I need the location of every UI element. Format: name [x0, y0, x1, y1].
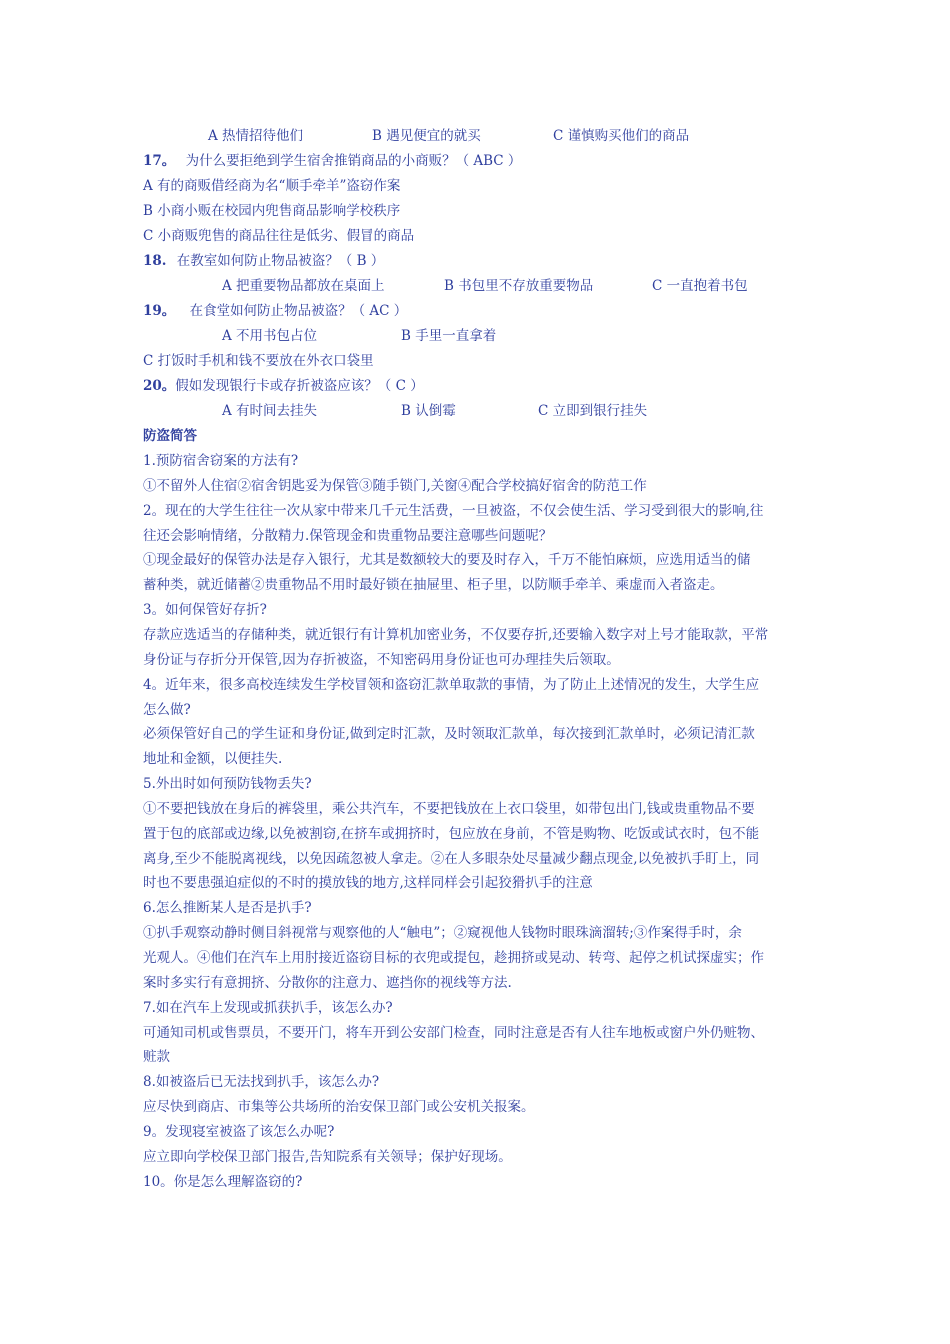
q20-option-a: A 有时间去挂失	[222, 403, 318, 419]
answer-6-text-line-3: 案时多实行有意拥挤、分散你的注意力、遮挡你的视线等方法.	[143, 975, 512, 991]
q18-question: 在教室如何防止物品被盗？（ B ）	[176, 253, 385, 269]
q17-number: 17。	[143, 153, 176, 169]
answer-6-question: 6.怎么推断某人是否是扒手?	[143, 900, 312, 916]
q19-option-c: C 打饭时手机和钱不要放在外衣口袋里	[143, 353, 374, 369]
q19-option-a: A 不用书包占位	[222, 328, 318, 344]
answer-6-text-line-2: 光观人。④他们在汽车上用肘接近盗窃目标的衣兜或提包，趁拥挤或晃动、转弯、起停之机试探虚实；作	[143, 950, 764, 966]
answer-1-question: 1.预防宿舍窃案的方法有?	[143, 453, 299, 469]
q16-option-c: C 谨慎购买他们的商品	[553, 128, 690, 144]
answer-5-question: 5.外出时如何预防钱物丢失?	[143, 776, 312, 792]
q19-question-line	[143, 301, 407, 321]
answer-4-question-line-1: 4。近年来，很多高校连续发生学校冒领和盗窃汇款单取款的事情，为了防止上述情况的发生，大学生应	[143, 677, 760, 693]
q20-option-c: C 立即到银行挂失	[538, 403, 648, 419]
section-title: 防盗简答	[143, 428, 197, 444]
q18-option-b: B 书包里不存放重要物品	[444, 278, 594, 294]
q18-option-a: A 把重要物品都放在桌面上	[222, 278, 385, 294]
q17-option-c: C 小商贩兜售的商品往往是低劣、假冒的商品	[143, 228, 415, 244]
answer-1-text-line-1: ①不留外人住宿②宿舍钥匙妥为保管③随手锁门,关窗④配合学校搞好宿舍的防范工作	[143, 478, 647, 494]
q17-question: 为什么要拒绝到学生宿舍推销商品的小商贩？（ ABC ）	[185, 153, 522, 169]
answer-5-text-line-3: 离身,至少不能脱离视线，以免因疏忽被人拿走。②在人多眼杂处尽量减少翻点现金,以免被扒手盯上，同	[143, 851, 760, 867]
answer-6-text-line-1: ①扒手观察动静时侧目斜视常与观察他的人“触电”；②窥视他人钱物时眼珠滴溜转;③作案得手时，余	[143, 925, 742, 941]
q19-question: 在食堂如何防止物品被盗？（ AC ）	[189, 303, 408, 319]
answer-2-text-line-1: ①现金最好的保管办法是存入银行，尤其是数额较大的要及时存入，千万不能怕麻烦，应选用适当的储	[143, 552, 751, 568]
q17-option-a: A 有的商贩借经商为名“顺手牵羊”盗窃作案	[143, 178, 401, 194]
answer-3-text-line-2: 身份证与存折分开保管,因为存折被盗，不知密码用身份证也可办理挂失后领取。	[143, 652, 620, 668]
answer-5-text-line-2: 置于包的底部或边缘,以免被割窃,在挤车或拥挤时，包应放在身前，不管是购物、吃饭或试衣时，包不能	[143, 826, 760, 842]
answer-8-text-line-1: 应尽快到商店、市集等公共场所的治安保卫部门或公安机关报案。	[143, 1099, 535, 1115]
answer-9-question: 9。发现寝室被盗了该怎么办呢?	[143, 1124, 335, 1140]
answer-9-text-line-1: 应立即向学校保卫部门报告,告知院系有关领导；保护好现场。	[143, 1149, 512, 1165]
answer-4-text-line-1: 必须保管好自己的学生证和身份证,做到定时汇款，及时领取汇款单，每次接到汇款单时，必须记清汇款	[143, 726, 755, 742]
q17-question-line	[143, 151, 521, 171]
q17-option-b: B 小商小贩在校园内兜售商品影响学校秩序	[143, 203, 401, 219]
q18-option-c: C 一直抱着书包	[652, 278, 748, 294]
answer-7-text-line-1: 可通知司机或售票员，不要开门，将车开到公安部门检查，同时注意是否有人往车地板或窗户外仍赃物、	[143, 1025, 764, 1041]
answer-3-question: 3。如何保管好存折?	[143, 602, 267, 618]
answer-8-question: 8.如被盗后已无法找到扒手，该怎么办?	[143, 1074, 380, 1090]
q16-option-b: B 遇见便宜的就买	[372, 128, 481, 144]
answer-2-text-line-2: 蓄种类，就近储蓄②贵重物品不用时最好锁在抽屉里、柜子里，以防顺手牵羊、乘虚而入者盗走。	[143, 577, 724, 593]
answer-7-question: 7.如在汽车上发现或抓获扒手，该怎么办?	[143, 1000, 393, 1016]
answer-2-question-line-1: 2。现在的大学生往往一次从家中带来几千元生活费，一旦被盗，不仅会使生活、学习受到很大的影响,往	[143, 503, 764, 519]
answer-7-text-line-2: 赃款	[143, 1049, 170, 1065]
q16-option-a: A 热情招待他们	[208, 128, 304, 144]
answer-4-text-line-2: 地址和金额，以便挂失.	[143, 751, 283, 767]
answer-2-question-line-2: 往还会影响情绪，分散精力.保管现金和贵重物品要注意哪些问题呢？	[143, 528, 553, 544]
q19-number: 19。	[143, 303, 176, 319]
answer-5-text-line-4: 时也不要患强迫症似的不时的摸放钱的地方,这样同样会引起狡猾扒手的注意	[143, 875, 593, 891]
answer-10-question: 10。你是怎么理解盗窃的?	[143, 1174, 303, 1190]
answer-5-text-line-1: ①不要把钱放在身后的裤袋里，乘公共汽车，不要把钱放在上衣口袋里，如带包出门,钱或贵重物品不要	[143, 801, 755, 817]
q20-option-b: B 认倒霉	[401, 403, 456, 419]
answer-3-text-line-1: 存款应选适当的存储种类，就近银行有计算机加密业务，不仅要存折,还要输入数字对上号才能取款，平常	[143, 627, 769, 643]
q20-question: 假如发现银行卡或存折被盗应该？（ C ）	[175, 378, 424, 394]
q19-option-b: B 手里一直拿着	[401, 328, 497, 344]
answer-4-question-line-2: 怎么做?	[143, 702, 191, 718]
q18-question-line	[143, 251, 384, 271]
q18-number: 18.	[143, 253, 167, 269]
q20-number: 20。	[143, 378, 176, 394]
q20-question-line	[143, 376, 424, 396]
